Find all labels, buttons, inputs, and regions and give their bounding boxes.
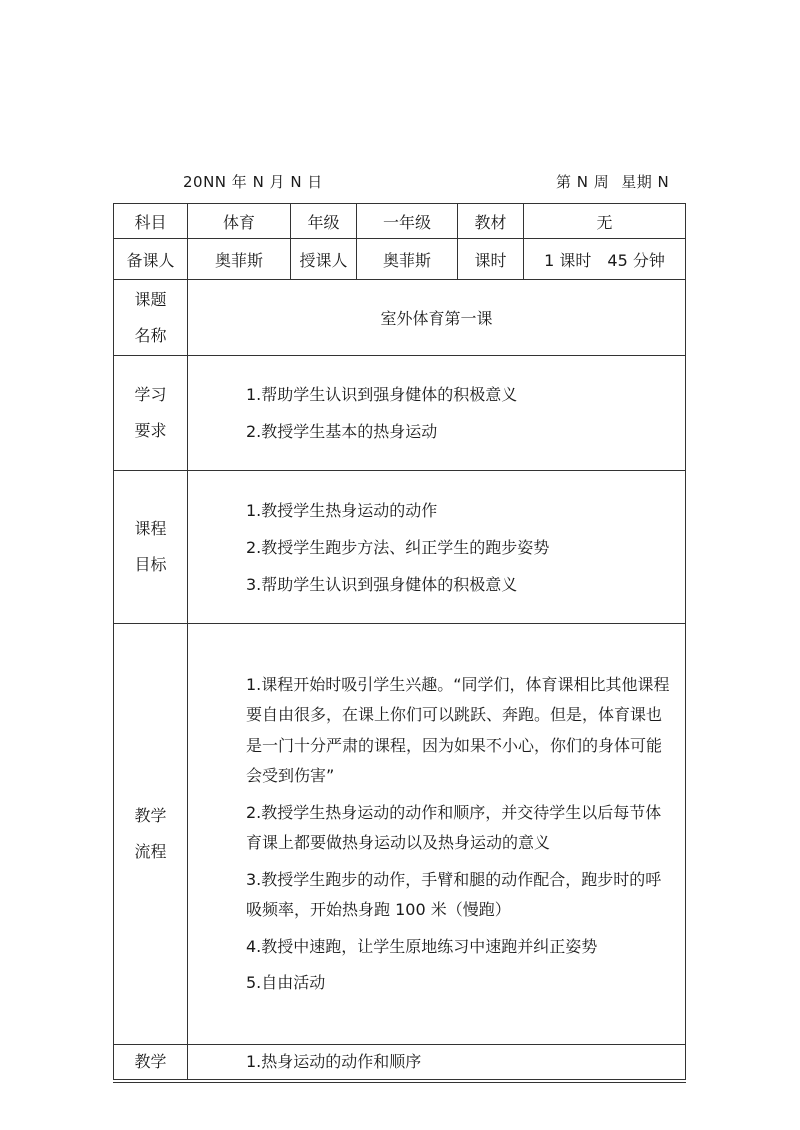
subject-label: 科目 (114, 204, 188, 239)
process-step: 5.自由活动 (246, 973, 326, 992)
weekday: 星期 N (621, 173, 670, 191)
requirements-label-line2: 要求 (134, 421, 167, 440)
lesson-title-row (114, 280, 686, 356)
grade-label: 年级 (291, 204, 357, 239)
process-label (114, 624, 188, 1045)
subject-value: 体育 (188, 204, 291, 239)
lesson-title-label-line1: 课题 (134, 289, 167, 309)
week-info (556, 171, 669, 192)
process-step: 4.教授中速跑，让学生原地练习中速跑并纠正姿势 (246, 936, 598, 956)
grade-value: 一年级 (357, 204, 458, 239)
key-points-content (188, 1045, 686, 1080)
key-point-item: 1.热身运动的动作和顺序 (246, 1052, 422, 1071)
table-bottom-border (113, 1082, 686, 1083)
process-row (114, 624, 686, 1045)
objective-item: 3.帮助学生认识到强身健体的积极意义 (246, 574, 518, 594)
week-number: 第 N 周 (556, 173, 610, 191)
requirement-item: 2.教授学生基本的热身运动 (246, 422, 438, 441)
process-step: 2.教授学生热身运动的动作和顺序，并交待学生以后每节体育课上都要做热身运动以及热身运动的意义 (246, 802, 662, 852)
lesson-title-value: 室外体育第一课 (188, 280, 686, 356)
lesson-plan-table (113, 203, 686, 1080)
requirements-row (114, 356, 686, 471)
teacher-label: 授课人 (291, 239, 357, 280)
objectives-label (114, 471, 188, 624)
requirements-content (188, 356, 686, 471)
hours-value: 1 课时 45 分钟 (524, 239, 686, 280)
objectives-label-line2: 目标 (134, 555, 167, 574)
preparer-value: 奥菲斯 (188, 239, 291, 280)
info-row-subject (114, 204, 686, 239)
hours-label: 课时 (458, 239, 524, 280)
objective-item: 1.教授学生热身运动的动作 (246, 500, 438, 520)
textbook-label: 教材 (458, 204, 524, 239)
key-points-row (114, 1045, 686, 1080)
requirements-label-line1: 学习 (134, 385, 167, 404)
objectives-label-line1: 课程 (134, 519, 167, 538)
process-content (188, 624, 686, 1045)
lesson-title-label (114, 280, 188, 356)
objectives-row (114, 471, 686, 624)
process-step: 1.课程开始时吸引学生兴趣。“同学们，体育课相比其他课程要自由很多，在课上你们可以跳跃、奔跑。但是，体育课也是一门十分严肃的课程，因为如果不小心，你们的身体可能会受到伤害” (246, 674, 670, 785)
requirement-item: 1.帮助学生认识到强身健体的积极意义 (246, 385, 518, 404)
lesson-title-label-line2: 名称 (134, 325, 167, 345)
process-label-line1: 教学 (134, 806, 167, 825)
key-points-label: 教学 (114, 1045, 188, 1080)
lesson-date: 20NN 年 N 月 N 日 (183, 173, 323, 191)
textbook-value: 无 (524, 204, 686, 239)
teacher-value: 奥菲斯 (357, 239, 458, 280)
requirements-label (114, 356, 188, 471)
preparer-label: 备课人 (114, 239, 188, 280)
process-label-line2: 流程 (134, 842, 167, 861)
process-step: 3.教授学生跑步的动作，手臂和腿的动作配合，跑步时的呼吸频率，开始热身跑 100 米（慢跑） (246, 869, 662, 919)
objectives-content (188, 471, 686, 624)
info-row-teacher (114, 239, 686, 280)
objective-item: 2.教授学生跑步方法、纠正学生的跑步姿势 (246, 537, 550, 557)
